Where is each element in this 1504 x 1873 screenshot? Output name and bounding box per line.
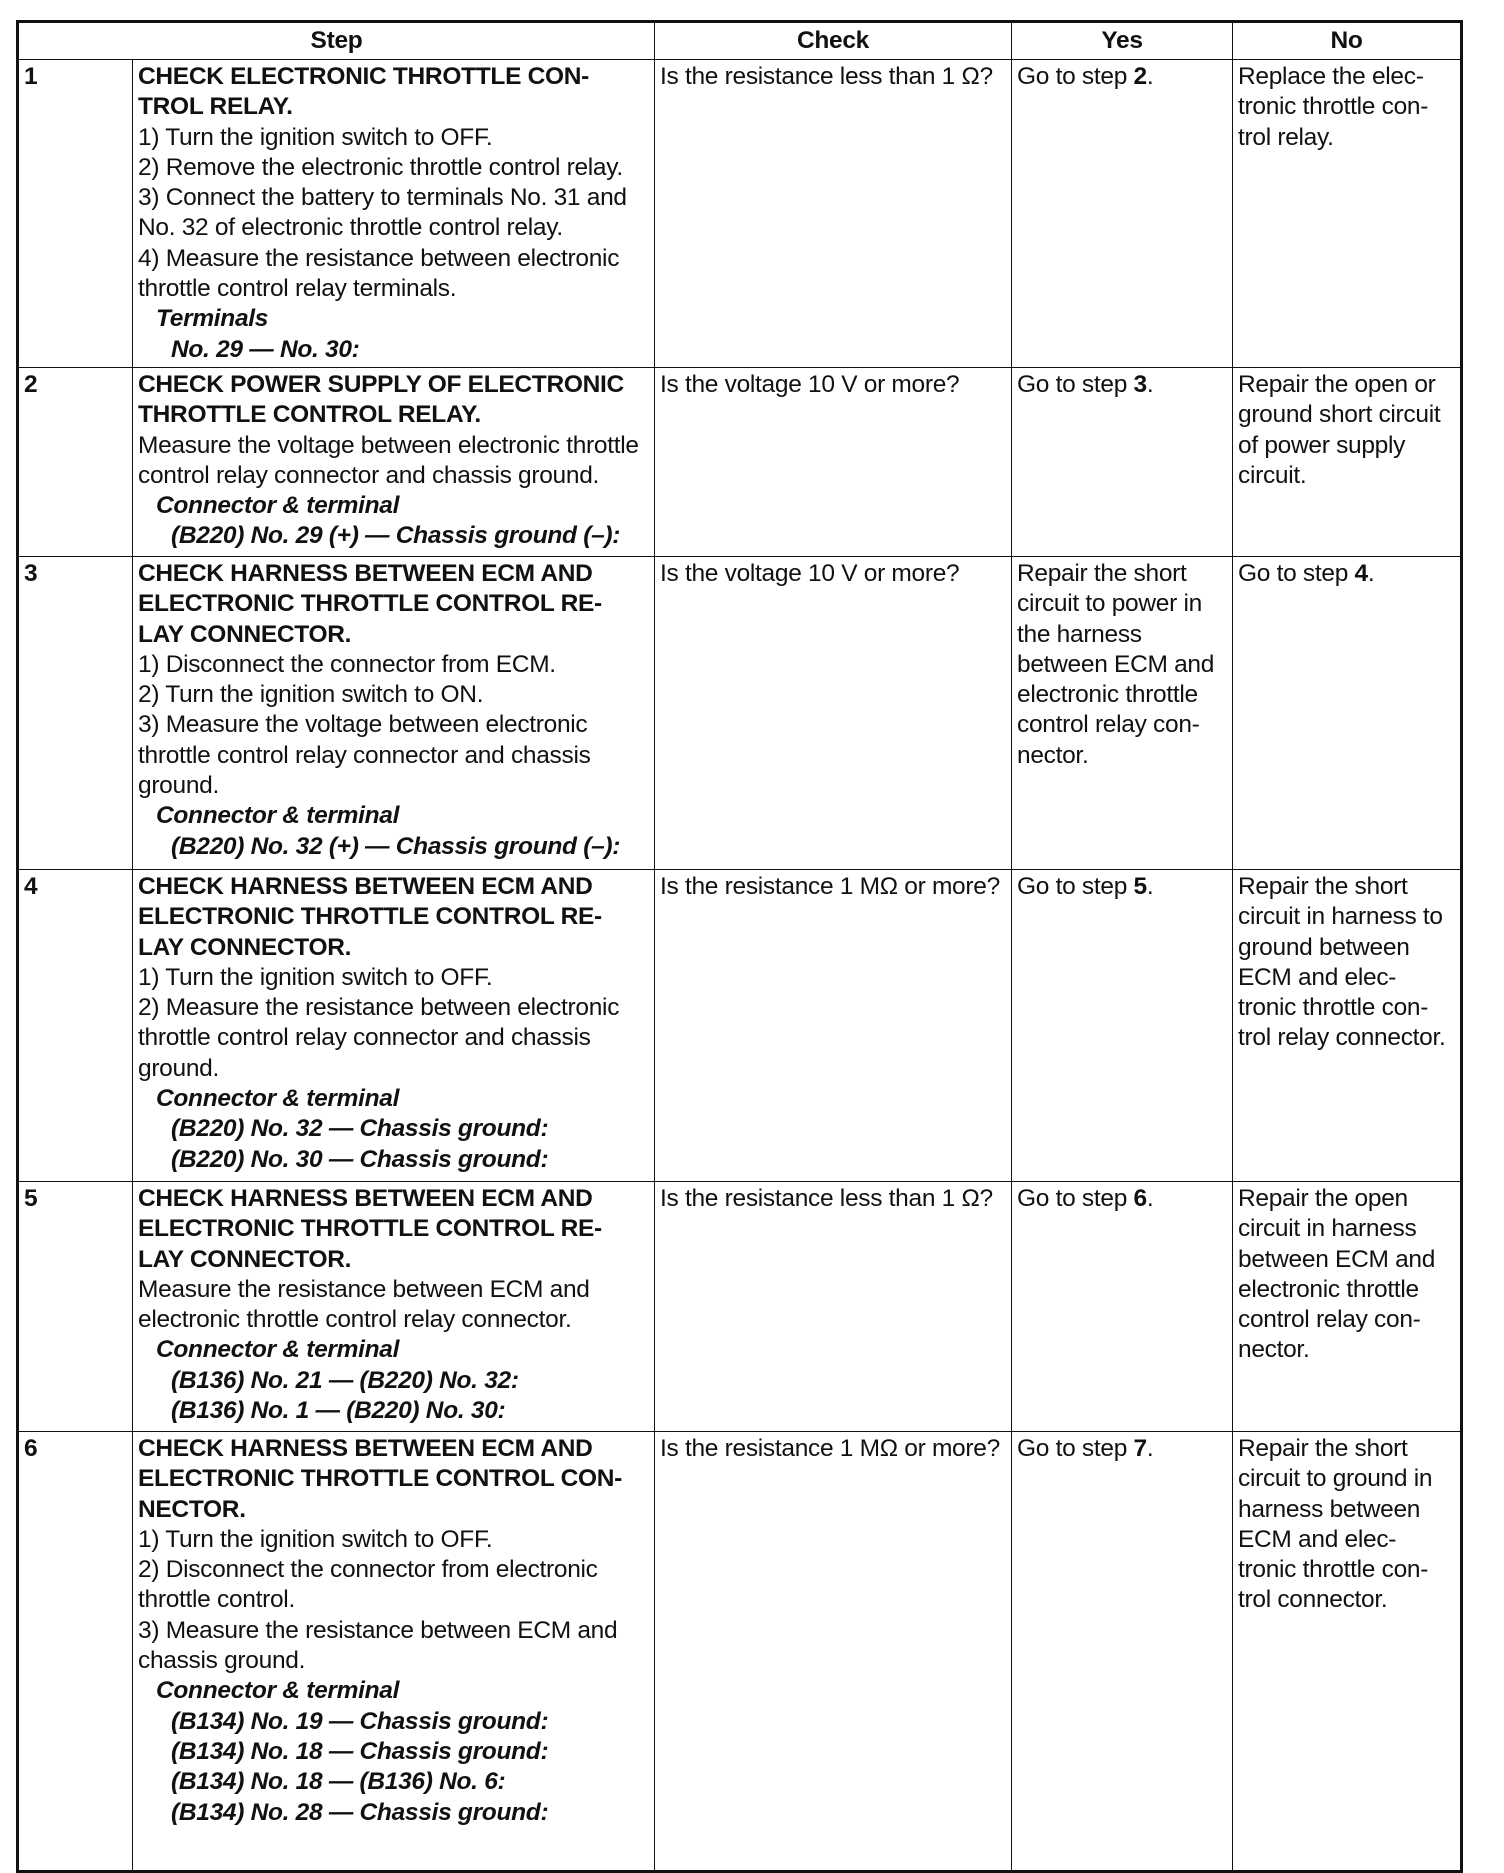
table-row: [18, 1431, 1462, 1871]
step-instruction: 2) Turn the ignition switch to ON.: [138, 681, 484, 709]
step-instruction: 4) Measure the resistance between electronic throttle control relay terminals.: [138, 244, 620, 303]
spec-label: Connector & terminal: [156, 802, 400, 830]
no-cell: [1233, 556, 1462, 869]
spec-value: (B134) No. 19 — Chassis ground:: [171, 1707, 549, 1735]
yes-suffix: .: [1146, 872, 1154, 900]
step-instruction: Measure the resistance between ECM and electronic throttle control relay connector.: [138, 1275, 590, 1334]
step-number: 2: [18, 367, 133, 556]
yes-suffix: .: [1146, 1184, 1154, 1212]
step-description: [133, 1181, 655, 1431]
yes-suffix: .: [1146, 1434, 1154, 1462]
step-title: CHECK POWER SUPPLY OF ELECTRONIC THROTTLE CONTROL RELAY.: [138, 370, 624, 429]
step-title: CHECK HARNESS BETWEEN ECM AND ELECTRONIC THROTTLE CONTROL CON- NECTOR.: [138, 1434, 623, 1523]
yes-step-ref: 7: [1133, 1434, 1147, 1462]
yes-prefix: Go to step: [1017, 63, 1134, 90]
yes-cell: [1012, 60, 1233, 368]
check-cell: Is the resistance 1 MΩ or more?: [655, 869, 1012, 1181]
step-title: CHECK HARNESS BETWEEN ECM AND ELECTRONIC THROTTLE CONTROL RE- LAY CONNECTOR.: [138, 1184, 602, 1273]
check-cell: Is the resistance 1 MΩ or more?: [655, 1431, 1012, 1871]
table-row: [18, 869, 1462, 1181]
step-number: 6: [18, 1431, 133, 1871]
header-row: [18, 22, 1462, 60]
spec-value: (B220) No. 32 — Chassis ground:: [171, 1115, 549, 1143]
diagnostic-table: [16, 20, 1463, 1873]
yes-prefix: Go to step: [1017, 1434, 1134, 1462]
step-description: [133, 367, 655, 556]
step-instruction: 1) Turn the ignition switch to OFF.: [138, 963, 493, 991]
table-row: [18, 60, 1462, 368]
no-cell: Repair the open or ground short circuit of power supply circuit.: [1233, 367, 1462, 556]
no-cell: Repair the open circuit in harness between ECM and electronic throttle control relay con- nector.: [1233, 1181, 1462, 1431]
spec-value: (B134) No. 18 — (B136) No. 6:: [171, 1768, 506, 1796]
yes-suffix: .: [1146, 370, 1154, 398]
spec-value: (B136) No. 21 — (B220) No. 32:: [171, 1366, 519, 1394]
step-title: CHECK ELECTRONIC THROTTLE CON- TROL RELAY.: [138, 63, 590, 121]
step-instruction: 2) Remove the electronic throttle control relay.: [138, 153, 623, 181]
step-instruction: 3) Measure the voltage between electronic throttle control relay connector and chassis ground.: [138, 711, 591, 800]
spec-value: (B220) No. 32 (+) — Chassis ground (–):: [171, 832, 621, 860]
spec-value: (B136) No. 1 — (B220) No. 30:: [171, 1397, 506, 1425]
step-instruction: 2) Disconnect the connector from electronic throttle control.: [138, 1556, 598, 1614]
table-row: [18, 1181, 1462, 1431]
spec-value: (B134) No. 28 — Chassis ground:: [171, 1798, 549, 1826]
step-number: 1: [18, 60, 133, 368]
step-instruction: 3) Measure the resistance between ECM and chassis ground.: [138, 1616, 618, 1675]
spec-value: (B220) No. 29 (+) — Chassis ground (–):: [171, 522, 621, 550]
spec-label: Terminals: [156, 305, 269, 333]
yes-step-ref: 6: [1133, 1184, 1147, 1212]
check-cell: Is the resistance less than 1 Ω?: [655, 1181, 1012, 1431]
no-cell: Repair the short circuit in harness to ground between ECM and elec- tronic throttle con- trol relay connector.: [1233, 869, 1462, 1181]
yes-cell: [1012, 1181, 1233, 1431]
yes-cell: [1012, 869, 1233, 1181]
step-number: 5: [18, 1181, 133, 1431]
yes-prefix: Go to step: [1017, 872, 1134, 900]
spec-value: No. 29 — No. 30:: [171, 335, 360, 363]
no-step-ref: 4: [1354, 559, 1368, 587]
yes-prefix: Go to step: [1017, 370, 1134, 398]
yes-prefix: Go to step: [1017, 1184, 1134, 1212]
step-instruction: Measure the voltage between electronic throttle control relay connector and chassis ground.: [138, 431, 639, 489]
step-description: [133, 869, 655, 1181]
table-row: [18, 367, 1462, 556]
step-instruction: 1) Turn the ignition switch to OFF.: [138, 1525, 493, 1553]
spec-value: (B134) No. 18 — Chassis ground:: [171, 1737, 549, 1765]
yes-cell: [1012, 1431, 1233, 1871]
spec-label: Connector & terminal: [156, 492, 400, 520]
step-instruction: 1) Disconnect the connector from ECM.: [138, 650, 556, 678]
diagnostic-document: [16, 20, 1460, 1832]
spec-value: (B220) No. 30 — Chassis ground:: [171, 1145, 549, 1173]
spec-label: Connector & terminal: [156, 1336, 400, 1364]
step-description: [133, 60, 655, 368]
yes-step-ref: 3: [1133, 370, 1147, 398]
header-yes: Yes: [1012, 22, 1233, 60]
step-description: [133, 556, 655, 869]
yes-cell: Repair the short circuit to power in the harness between ECM and electronic throttle control relay con- nector.: [1012, 556, 1233, 869]
step-number: 4: [18, 869, 133, 1181]
check-cell: Is the resistance less than 1 Ω?: [655, 60, 1012, 368]
step-number: 3: [18, 556, 133, 869]
step-instruction: 1) Turn the ignition switch to OFF.: [138, 123, 493, 151]
no-prefix: Go to step: [1238, 559, 1355, 587]
no-cell: Replace the elec- tronic throttle con- trol relay.: [1233, 60, 1462, 368]
step-instruction: 3) Connect the battery to terminals No. 31 and No. 32 of electronic throttle control relay.: [138, 184, 627, 242]
step-title: CHECK HARNESS BETWEEN ECM AND ELECTRONIC THROTTLE CONTROL RE- LAY CONNECTOR.: [138, 559, 602, 648]
header-check: Check: [655, 22, 1012, 60]
no-cell: Repair the short circuit to ground in harness between ECM and elec- tronic throttle con- trol connector.: [1233, 1431, 1462, 1871]
check-cell: Is the voltage 10 V or more?: [655, 556, 1012, 869]
header-no: No: [1233, 22, 1462, 60]
no-suffix: .: [1367, 559, 1375, 587]
yes-step-ref: 5: [1133, 872, 1147, 900]
step-title: CHECK HARNESS BETWEEN ECM AND ELECTRONIC THROTTLE CONTROL RE- LAY CONNECTOR.: [138, 872, 602, 961]
step-description: [133, 1431, 655, 1871]
yes-cell: [1012, 367, 1233, 556]
table-row: [18, 556, 1462, 869]
yes-step-ref: 2: [1133, 63, 1147, 90]
check-cell: Is the voltage 10 V or more?: [655, 367, 1012, 556]
spec-label: Connector & terminal: [156, 1085, 400, 1113]
spec-label: Connector & terminal: [156, 1677, 400, 1705]
header-step: Step: [18, 22, 655, 60]
yes-suffix: .: [1146, 63, 1154, 90]
step-instruction: 2) Measure the resistance between electronic throttle control relay connector and chassis ground.: [138, 994, 620, 1082]
